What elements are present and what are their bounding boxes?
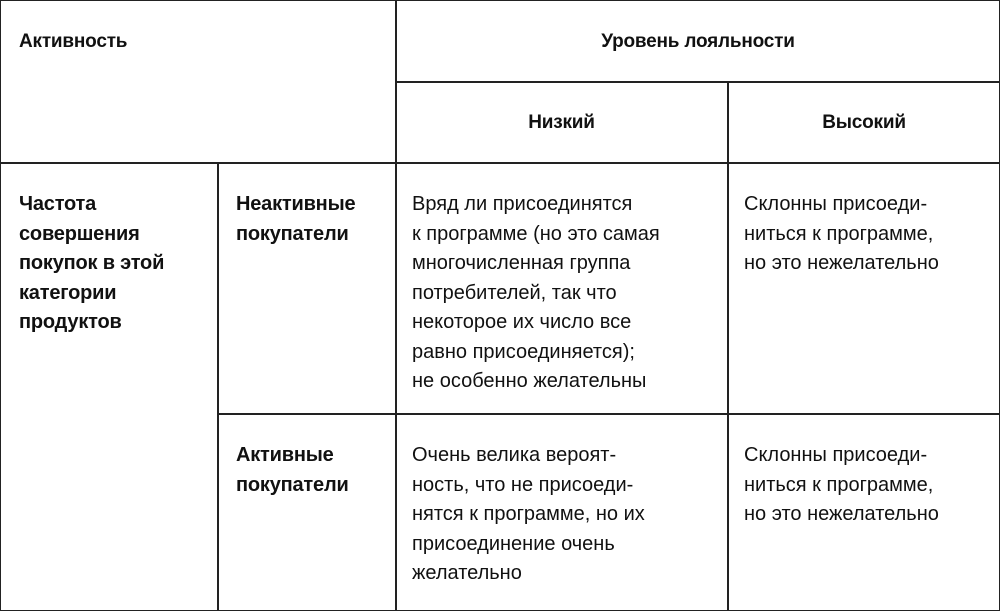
divider-vertical-main bbox=[395, 0, 397, 611]
divider-loyalty-horizontal bbox=[395, 81, 1000, 83]
divider-rows-horizontal bbox=[217, 413, 1000, 415]
row-label-inactive: Неактивные покупатели bbox=[236, 193, 356, 245]
divider-vertical-label bbox=[217, 162, 219, 611]
row-label-active: Активные покупатели bbox=[236, 444, 349, 496]
header-high: Высокий bbox=[822, 112, 906, 133]
header-loyalty-level: Уровень лояльности bbox=[601, 31, 795, 52]
header-activity: Активность bbox=[19, 31, 128, 52]
divider-vertical-high bbox=[727, 81, 729, 611]
row-group-label: Частота совершения покупок в этой категории продуктов bbox=[19, 193, 165, 333]
cell-active-low: Очень велика вероят- ность, что не присоеди- нятся к программе, но их присоединение очень желательно bbox=[412, 444, 645, 584]
cell-active-high: Склонны присоеди- ниться к программе, но это нежелательно bbox=[744, 444, 939, 525]
divider-header-horizontal bbox=[0, 162, 1000, 164]
cell-inactive-high: Склонны присоеди- ниться к программе, но это нежелательно bbox=[744, 193, 939, 274]
header-low: Низкий bbox=[528, 112, 595, 133]
cell-inactive-low: Вряд ли присоединятся к программе (но это самая многочисленная группа потребителей, так что некоторое их число все равно присоединяется); не особенно желательны bbox=[412, 193, 660, 392]
